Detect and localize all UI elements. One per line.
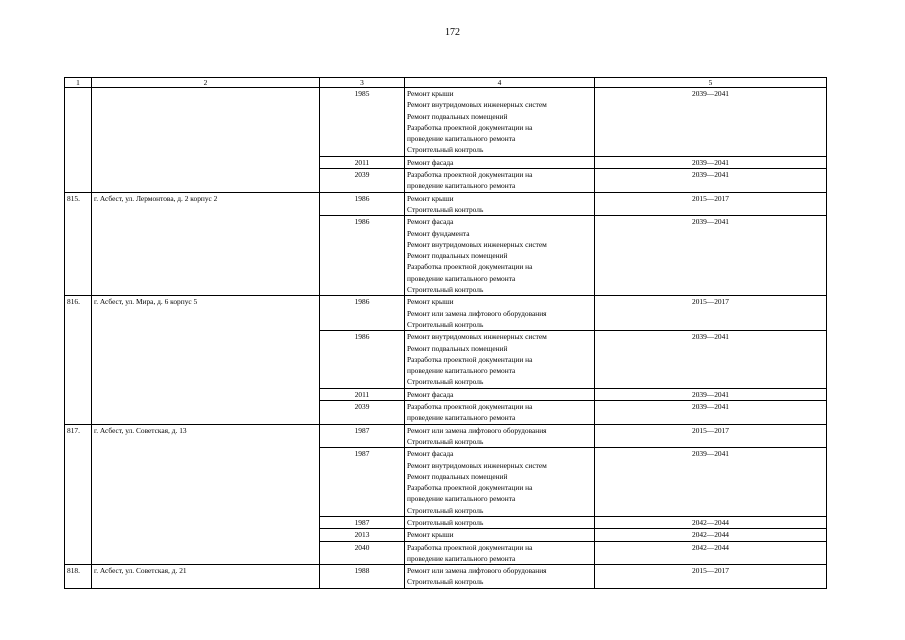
header-cell-4: 4	[405, 78, 595, 88]
works-cell	[405, 529, 595, 541]
object-number-cell: 818.	[65, 565, 92, 589]
work-item: проведение капитального ремонта	[407, 494, 516, 504]
year-cell: 2040	[320, 541, 405, 565]
work-item: Строительный контроль	[407, 145, 484, 155]
work-item: Ремонт фасада	[407, 157, 454, 167]
work-item: Ремонт или замена лифтового оборудования	[407, 425, 547, 435]
work-item: Строительный контроль	[407, 577, 484, 587]
period-cell: 2039—2041	[595, 169, 827, 193]
year-cell: 1987	[320, 448, 405, 517]
works-cell	[405, 448, 595, 517]
period-cell: 2015—2017	[595, 565, 827, 589]
works-cell	[405, 388, 595, 400]
period-cell: 2015—2017	[595, 192, 827, 216]
period-cell: 2039—2041	[595, 388, 827, 400]
year-cell: 1986	[320, 331, 405, 388]
period-cell: 2015—2017	[595, 424, 827, 448]
object-number-cell	[65, 88, 92, 193]
work-item: Ремонт внутридомовых инженерных систем	[407, 100, 547, 110]
work-item: Ремонт крыши	[407, 193, 454, 203]
work-item: Разработка проектной документации на	[407, 122, 533, 132]
work-item: Ремонт подвальных помещений	[407, 343, 508, 353]
works-cell	[405, 88, 595, 157]
table-body	[65, 78, 827, 589]
year-cell: 1986	[320, 216, 405, 296]
work-item: Ремонт крыши	[407, 297, 454, 307]
work-item: Строительный контроль	[407, 377, 484, 387]
year-cell: 1986	[320, 192, 405, 216]
work-item: Строительный контроль	[407, 436, 484, 446]
work-item: Ремонт крыши	[407, 89, 454, 98]
period-cell: 2039—2041	[595, 331, 827, 388]
object-number-cell: 816.	[65, 296, 92, 424]
work-item: проведение капитального ремонта	[407, 366, 516, 376]
work-item: Ремонт внутридомовых инженерных систем	[407, 460, 547, 470]
object-number-cell: 817.	[65, 424, 92, 565]
work-item: проведение капитального ремонта	[407, 134, 516, 144]
period-cell: 2042—2044	[595, 529, 827, 541]
table-row	[65, 565, 827, 589]
page-number: 172	[445, 27, 460, 38]
work-item: Ремонт фасада	[407, 217, 454, 227]
period-cell: 2039—2041	[595, 448, 827, 517]
work-item: Строительный контроль	[407, 505, 484, 515]
year-cell: 1987	[320, 516, 405, 528]
works-cell	[405, 296, 595, 331]
work-item: Ремонт внутридомовых инженерных систем	[407, 332, 547, 342]
work-item: проведение капитального ремонта	[407, 273, 516, 283]
year-cell: 1985	[320, 88, 405, 157]
work-item: Ремонт фундамента	[407, 228, 470, 238]
work-item: Разработка проектной документации на	[407, 542, 533, 552]
works-cell	[405, 192, 595, 216]
work-item: Строительный контроль	[407, 285, 484, 295]
work-item: Ремонт или замена лифтового оборудования	[407, 566, 547, 576]
work-item: Ремонт фасада	[407, 389, 454, 399]
period-cell: 2039—2041	[595, 401, 827, 425]
address-cell: г. Асбест, ул. Лермонтова, д. 2 корпус 2	[92, 192, 320, 296]
work-item: Ремонт фасада	[407, 449, 454, 459]
year-cell: 2011	[320, 156, 405, 168]
work-item: Строительный контроль	[407, 204, 484, 214]
work-item: Разработка проектной документации на	[407, 354, 533, 364]
year-cell: 2013	[320, 529, 405, 541]
table-header-row	[65, 78, 827, 88]
work-item: Ремонт подвальных помещений	[407, 111, 508, 121]
address-cell: г. Асбест, ул. Советская, д. 21	[92, 565, 320, 589]
header-cell-5: 5	[595, 78, 827, 88]
work-item: Разработка проектной документации на	[407, 483, 533, 493]
period-cell: 2039—2041	[595, 156, 827, 168]
work-item: Разработка проектной документации на	[407, 262, 533, 272]
work-item: Ремонт или замена лифтового оборудования	[407, 308, 547, 318]
works-cell	[405, 169, 595, 193]
works-cell	[405, 401, 595, 425]
period-cell: 2015—2017	[595, 296, 827, 331]
work-item: Строительный контроль	[407, 517, 484, 527]
work-item: Разработка проектной документации на	[407, 170, 533, 180]
work-item: проведение капитального ремонта	[407, 181, 516, 191]
header-cell-3: 3	[320, 78, 405, 88]
work-item: проведение капитального ремонта	[407, 553, 516, 563]
table-row	[65, 88, 827, 157]
works-cell	[405, 156, 595, 168]
year-cell: 2039	[320, 169, 405, 193]
work-item: Разработка проектной документации на	[407, 402, 533, 412]
work-item: Ремонт подвальных помещений	[407, 471, 508, 481]
work-item: проведение капитального ремонта	[407, 413, 516, 423]
object-number-cell: 815.	[65, 192, 92, 296]
year-cell: 2039	[320, 401, 405, 425]
header-cell-1: 1	[65, 78, 92, 88]
work-item: Ремонт подвальных помещений	[407, 251, 508, 261]
work-item: Строительный контроль	[407, 319, 484, 329]
period-cell: 2039—2041	[595, 88, 827, 157]
year-cell: 1987	[320, 424, 405, 448]
year-cell: 1986	[320, 296, 405, 331]
period-cell: 2042—2044	[595, 541, 827, 565]
work-item: Ремонт внутридомовых инженерных систем	[407, 239, 547, 249]
address-cell	[92, 88, 320, 193]
table-row	[65, 296, 827, 331]
works-cell	[405, 331, 595, 388]
works-cell	[405, 565, 595, 589]
period-cell: 2039—2041	[595, 216, 827, 296]
work-item: Ремонт крыши	[407, 530, 454, 540]
address-cell: г. Асбест, ул. Мира, д. 6 корпус 5	[92, 296, 320, 424]
year-cell: 2011	[320, 388, 405, 400]
table-row	[65, 424, 827, 448]
table-row	[65, 192, 827, 216]
capital-repair-table	[64, 77, 827, 589]
works-cell	[405, 216, 595, 296]
header-cell-2: 2	[92, 78, 320, 88]
works-cell	[405, 424, 595, 448]
works-cell	[405, 541, 595, 565]
address-cell: г. Асбест, ул. Советская, д. 13	[92, 424, 320, 565]
period-cell: 2042—2044	[595, 516, 827, 528]
works-cell	[405, 516, 595, 528]
year-cell: 1988	[320, 565, 405, 589]
